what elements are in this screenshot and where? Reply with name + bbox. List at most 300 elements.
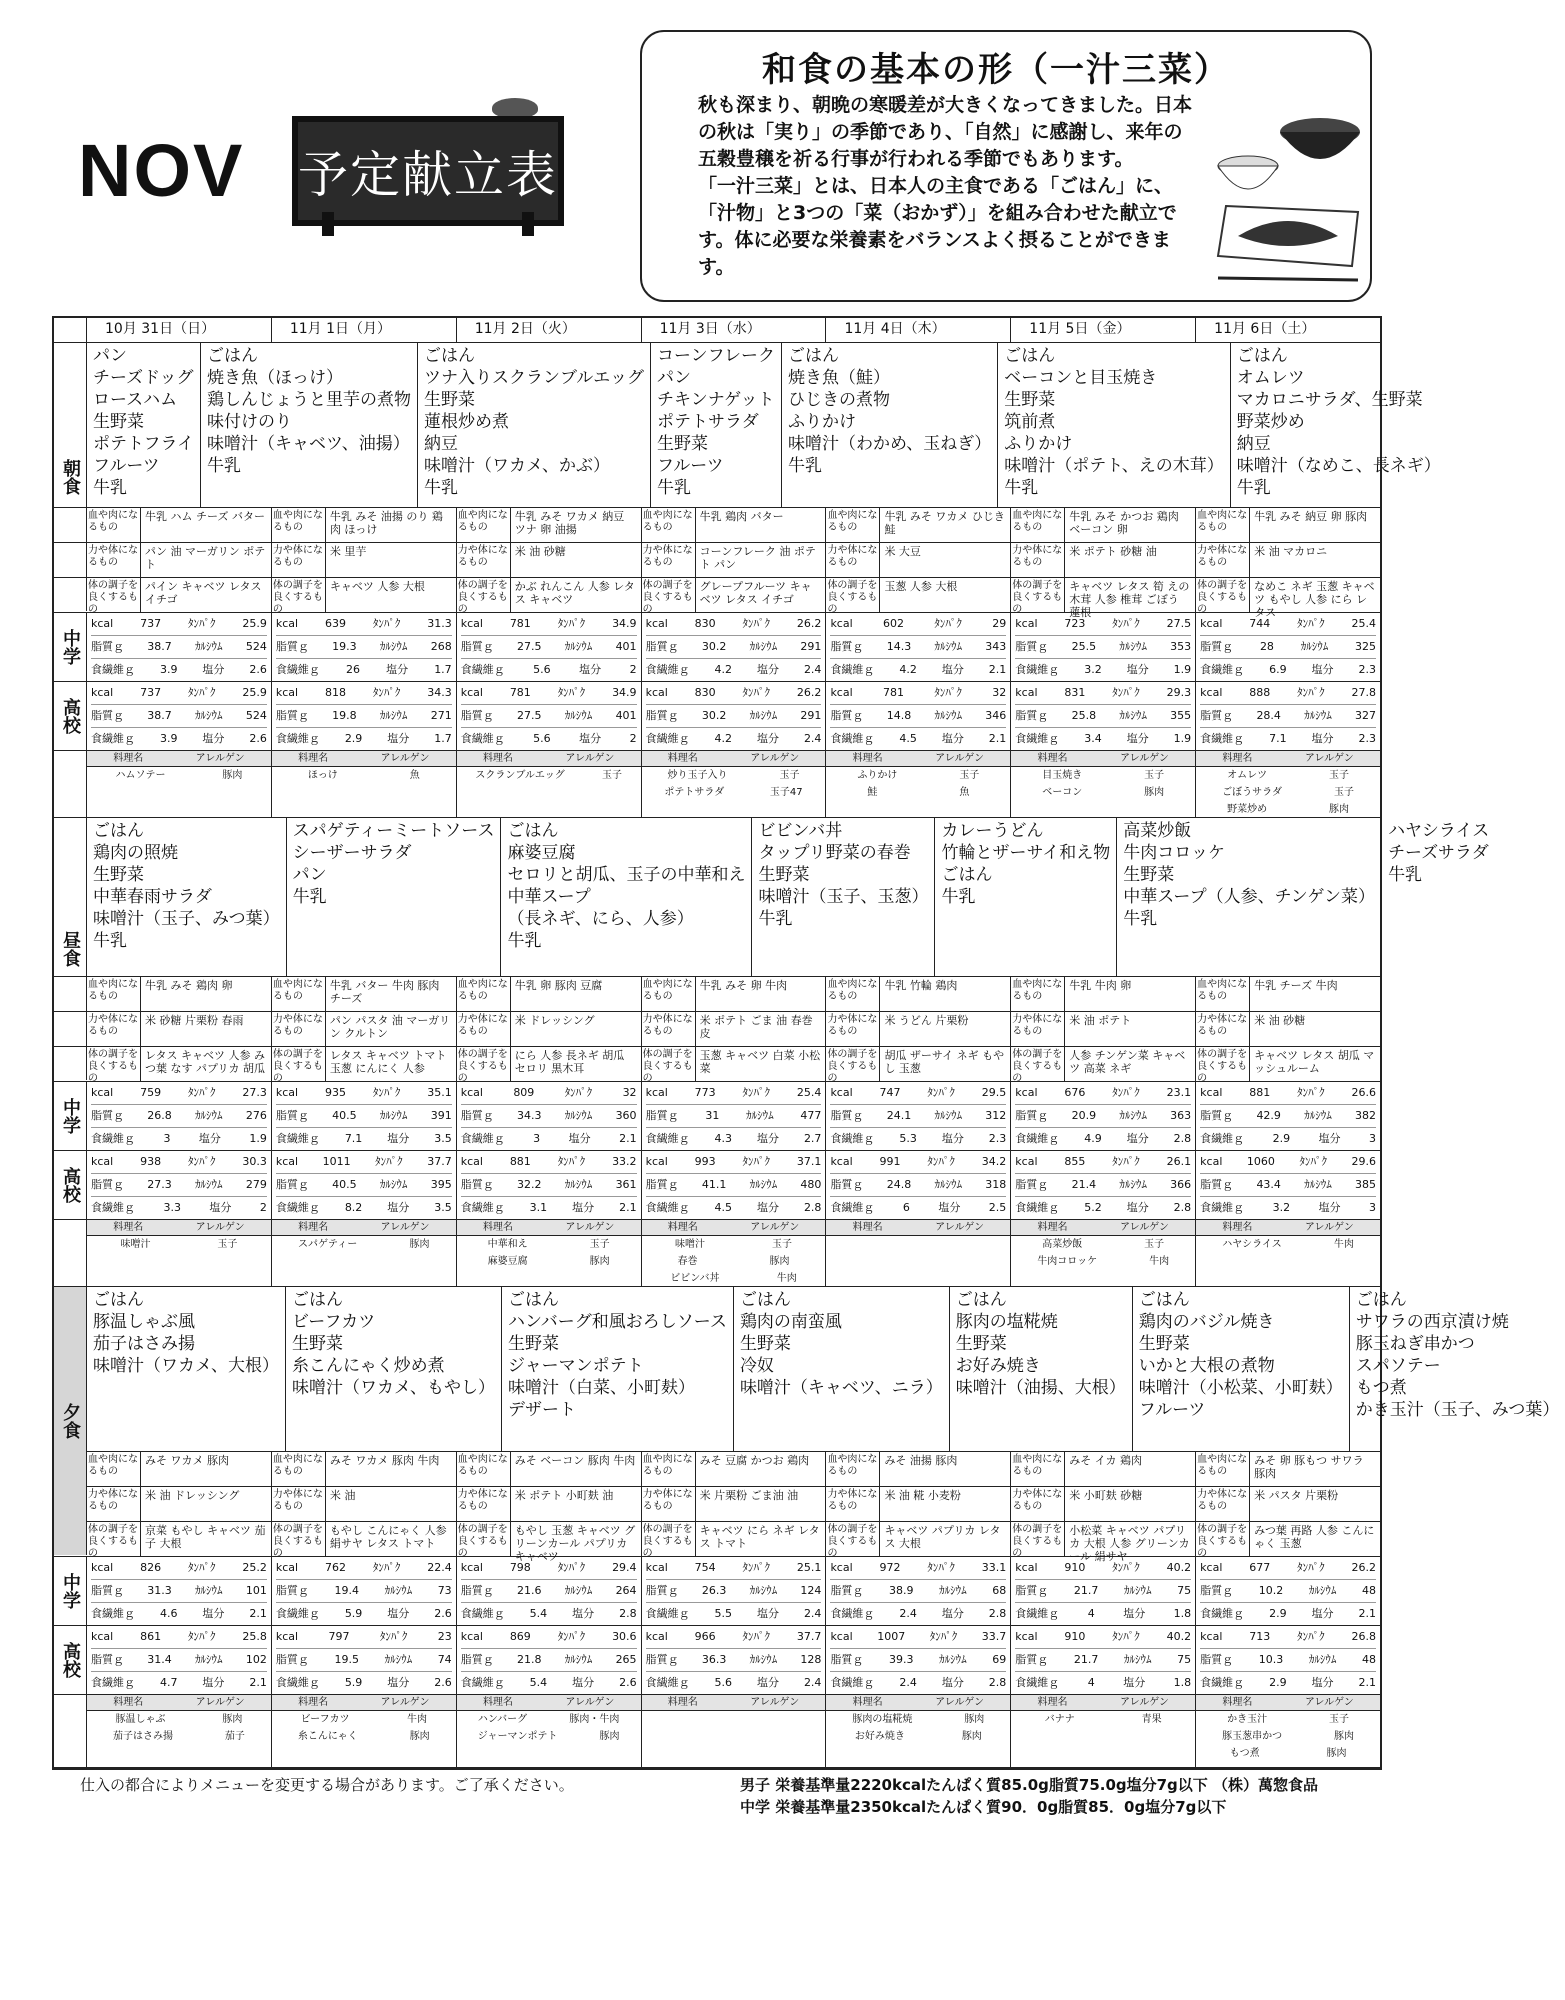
nut-value-protein: 29.3 [1166,686,1192,699]
nut-label-kcal: kcal [830,1630,853,1643]
nut-label-protein: ﾀﾝﾊﾟｸ [1112,1630,1140,1643]
ingredient-cell [826,508,1011,542]
ingredient-wrap [272,1012,456,1046]
nut-value-fiber: 5.4 [529,1676,548,1689]
ingredient-wrap [87,1522,271,1559]
nut-label-protein: ﾀﾝﾊﾟｸ [929,1630,958,1643]
nut-value-salt: 2.4 [803,1607,822,1620]
menu-item: 牛乳 [941,887,976,907]
nut-value-fat: 31 [705,1109,720,1122]
date-cell [1196,318,1380,342]
menu-item: 生野菜 [739,1334,791,1354]
ingredient-label-yellow: 力や体になるもの [272,1487,326,1521]
ingredient-wrap [87,1487,271,1521]
menu-item: 鶏肉の照焼 [93,843,178,863]
ingredient-wrap [457,1487,641,1521]
ingredient-cell [457,1522,642,1563]
nutrition-line [1200,728,1376,750]
nut-label-salt: 塩分 [387,732,410,745]
menu-cell [201,343,418,507]
menu-cell [1117,818,1382,976]
nut-value-fat: 19.4 [334,1584,359,1597]
menu-item: ひじきの煮物 [787,390,890,410]
middle-standard [740,1796,1226,1817]
allergen-header [272,1695,456,1711]
ingredient-text-green: もやし こんにゃく 人参 絹サヤ レタス トマト [329,1524,447,1550]
ingredient-wrap [272,578,456,615]
nut-label-fiber: 食繊維ｇ [91,1132,135,1145]
nut-label-calcium: ｶﾙｼｳﾑ [1119,640,1147,653]
ingredient-wrap [1011,578,1195,619]
allergen-name: 玉子 [771,1239,792,1250]
dish-header: 料理名 [113,1222,144,1233]
ingredient-wrap [642,508,826,542]
allergen-name: 豚肉 [599,1731,620,1742]
dish-header: 料理名 [852,1697,883,1708]
nut-value-calcium: 271 [430,709,452,722]
allergen-dish: かき玉汁 [1227,1714,1268,1725]
nut-value-kcal: 855 [1064,1155,1086,1168]
menu-item: 牛乳 [423,478,458,498]
allergen-dish: 高菜炒飯 [1042,1239,1083,1250]
nut-value-salt: 3 [1369,1201,1377,1214]
ingredient-text-green: キャベツ パプリカ レタス 大根 [884,1524,1001,1550]
nutrition-line [276,1626,452,1649]
nutrition-line [461,1649,637,1672]
nut-label-calcium: ｶﾙｼｳﾑ [749,1178,778,1191]
nut-label-fiber: 食繊維ｇ [91,732,135,745]
ingredient-text-green: 玉葱 キャベツ 白菜 小松菜 [699,1049,821,1075]
nut-value-protein: 23.1 [1166,1086,1192,1099]
nut-value-fiber: 5.6 [533,663,551,676]
allergen-header-label: アレルゲン [750,753,800,764]
menu-cell [502,1287,734,1451]
nut-label-kcal: kcal [830,686,853,699]
nutrition-line [646,1082,822,1105]
nutrition-line [91,613,267,636]
menu-sign [292,100,564,230]
menu-item: 牛乳 [1388,865,1423,885]
nut-label-fiber: 食繊維ｇ [830,1132,875,1145]
menu-cell [734,1287,950,1451]
ingredient-wrap [826,543,1010,577]
nut-label-kcal: kcal [1200,1155,1223,1168]
dish-header: 料理名 [298,1697,329,1708]
ingredient-cell [87,1452,272,1486]
dish-header: 料理名 [852,1222,883,1233]
nut-value-protein: 34.3 [427,686,452,699]
menu-item: ビーフカツ [291,1312,376,1332]
ingredient-text-red: みそ ワカメ 豚肉 [145,1454,229,1467]
nut-value-kcal: 723 [1064,617,1086,630]
allergen-header-label: アレルゲン [380,753,430,764]
menu-item: 味噌汁（白菜、小町麸） [507,1378,695,1398]
date-label: 11月 3日（水） [659,321,761,337]
allergen-header [826,751,1010,767]
nut-value-protein: 37.7 [427,1155,452,1168]
nut-label-salt: 塩分 [756,732,779,745]
menu-item: 牛乳 [1236,478,1271,498]
middle-label: 中学 [54,613,87,681]
allergen-cell [826,1220,1011,1286]
menu-item: ごはん [739,1290,791,1310]
nutrition-cell [272,1557,457,1625]
allergen-dish: 目玉焼き [1042,770,1083,781]
nut-value-calcium: 524 [245,640,267,653]
nut-label-salt: 塩分 [387,1676,410,1689]
nut-label-calcium: ｶﾙｼｳﾑ [749,1653,778,1666]
nut-label-calcium: ｶﾙｼｳﾑ [379,1178,408,1191]
allergen-header [642,1695,826,1711]
b-allergen-row [54,751,1380,818]
dish-header: 料理名 [1222,1697,1253,1708]
menu-cell [87,343,201,507]
nut-label-salt: 塩分 [579,732,602,745]
nut-label-fiber: 食繊維ｇ [830,1607,875,1620]
nut-label-salt: 塩分 [756,1132,779,1145]
nut-label-kcal: kcal [1015,1155,1038,1168]
nut-label-salt: 塩分 [756,1201,779,1214]
ingredient-label-yellow: 力や体になるもの [1196,543,1250,577]
menu-grid [52,316,1560,1770]
l-menu-row [54,818,1490,977]
nut-value-fat: 40.5 [332,1178,357,1191]
menu-item: 蓮根炒め煮 [423,412,509,432]
label-spacer [54,751,87,817]
ingredient-label-yellow: 力や体になるもの [457,543,511,577]
nut-value-protein: 26.8 [1351,1630,1376,1643]
dish-header: 料理名 [1037,753,1068,764]
nut-value-protein: 22.4 [427,1561,452,1574]
nutrition-cell [457,1151,642,1219]
ingredient-wrap [1196,1047,1380,1084]
nutrition-cell [826,1082,1011,1150]
nut-value-salt: 2.1 [1358,1607,1377,1620]
allergen-cell [642,1695,827,1767]
allergen-entry [1196,1711,1380,1728]
ingredient-text-yellow: 米 砂糖 片栗粉 春雨 [145,1014,244,1027]
ingredient-label-red: 血や肉になるもの [1196,977,1250,1011]
menu-item: ふりかけ [1004,434,1073,454]
menu-item: 豚肉の塩糀焼 [955,1312,1058,1332]
nut-value-salt: 1.8 [1173,1676,1192,1689]
ingredient-wrap [1011,1452,1195,1486]
ingredient-wrap [642,977,826,1011]
menu-item: オムレツ [1236,368,1305,388]
meal-illustration [1208,96,1366,288]
allergen-cell [272,751,457,817]
allergen-entry [457,1236,641,1253]
menu-item: 牛乳 [656,478,691,498]
allergen-entry [457,1711,641,1728]
nutrition-line [1015,682,1191,705]
nut-label-fat: 脂質ｇ [645,709,679,722]
nut-label-calcium: ｶﾙｼｳﾑ [939,1584,967,1597]
nut-label-protein: ﾀﾝﾊﾟｸ [1297,617,1325,630]
ingredient-text-yellow: 米 油 マカロニ [1254,545,1328,558]
ingredient-text-yellow: 米 油 砂糖 [1254,1014,1306,1027]
nutrition-line [1200,1082,1376,1105]
nutrition-line [1200,1672,1376,1694]
menu-item: ジャーマンポテト [507,1356,644,1376]
nut-value-kcal: 991 [879,1155,901,1168]
ingredient-label-red: 血や肉になるもの [826,1452,880,1486]
menu-item: ごはん [93,821,144,841]
menu-item: ポテトフライ [93,434,194,454]
ingredient-text-red: 牛乳 鶏肉 バター [699,510,784,523]
ingredient-wrap [826,1522,1010,1559]
ingredient-text-yellow: 米 うどん 片栗粉 [884,1014,969,1027]
nutrition-line [461,1105,637,1128]
nutrition-line [646,1603,822,1625]
nut-value-fiber: 4.5 [714,1201,733,1214]
ingredient-cell [826,543,1011,577]
menu-item: お好み焼き [955,1356,1041,1376]
menu-item: 牛乳 [1123,909,1158,929]
nutrition-line [646,1174,822,1197]
nut-label-fiber: 食繊維ｇ [1200,732,1245,745]
nut-value-salt: 2.1 [249,1607,267,1620]
nut-value-salt: 1.8 [1173,1607,1192,1620]
ingredient-label-green: 体の調子を良くするもの [1011,1047,1065,1081]
menu-cell [1133,1287,1350,1451]
ingredient-cell [1011,1487,1196,1521]
nut-label-calcium: ｶﾙｼｳﾑ [1304,1178,1332,1191]
nut-label-kcal: kcal [830,617,853,630]
menu-item: スパゲティーミートソース [292,821,495,841]
menu-item: ごはん [507,1290,559,1310]
nut-label-calcium: ｶﾙｼｳﾑ [564,640,593,653]
allergen-name: 豚肉 [409,1239,430,1250]
menu-item: 味噌汁（なめこ、長ネギ） [1236,456,1441,476]
ingredient-cell [87,1047,272,1084]
nut-value-fat: 28.4 [1256,709,1281,722]
nut-value-salt: 2.3 [1358,732,1377,745]
nutrition-line [1015,613,1191,636]
dish-header: 料理名 [298,1222,329,1233]
ingredient-label-green: 体の調子を良くするもの [642,1047,696,1081]
menu-item: 生野菜 [507,1334,559,1354]
nut-value-fiber: 3.2 [1084,663,1102,676]
menu-item: 納豆 [1236,434,1271,454]
ingredient-cell [1196,508,1380,542]
nut-value-salt: 1.9 [1173,663,1192,676]
allergen-name: 玉子 [1334,787,1355,798]
boys-label: 男子 [740,1776,771,1794]
nut-value-calcium: 524 [245,709,267,722]
nut-value-protein: 25.1 [796,1561,822,1574]
l-ingredient-row-green [54,1047,1380,1082]
nutrition-line [646,705,822,728]
menu-item: 生野菜 [1138,1334,1190,1354]
allergen-name: 豚肉 [769,1256,790,1267]
nut-label-calcium: ｶﾙｼｳﾑ [934,640,962,653]
menu-item: 焼き魚（ほっけ） [206,368,343,388]
nutrition-line [646,613,822,636]
ingredient-cell [642,543,827,577]
nut-label-protein: ﾀﾝﾊﾟｸ [1297,1630,1325,1643]
allergen-cell [272,1695,457,1767]
nut-value-protein: 35.1 [427,1086,452,1099]
nut-value-kcal: 966 [694,1630,716,1643]
nut-label-salt: 塩分 [1126,1201,1149,1214]
ingredient-text-yellow: 米 油 ドレッシング [145,1489,240,1502]
menu-item: 味噌汁（ワカメ、大根） [93,1356,279,1376]
nutrition-line [1015,1174,1191,1197]
nut-value-kcal: 737 [140,686,162,699]
menu-cell [501,818,752,976]
nutrition-line [830,1151,1006,1174]
allergen-entry [272,1728,456,1745]
nut-value-kcal: 910 [1064,1561,1086,1574]
l-allergen-row [54,1220,1380,1287]
nutrition-cell [87,1626,272,1694]
ingredient-cell [272,1452,457,1486]
ingredient-label-green: 体の調子を良くするもの [87,1522,141,1556]
menu-item: 味噌汁（小松菜、小町麸） [1138,1378,1343,1398]
ingredient-wrap [1196,508,1380,542]
ingredient-cell [457,1487,642,1521]
nutrition-line [1015,1082,1191,1105]
menu-item: フルーツ [93,456,160,476]
allergen-name: 魚 [409,770,420,781]
nut-value-fat: 21.6 [517,1584,542,1597]
nutrition-cell [1196,1151,1380,1219]
nutrition-line [646,1626,822,1649]
nut-label-fat: 脂質ｇ [1200,1584,1234,1597]
nut-label-fiber: 食繊維ｇ [1015,732,1060,745]
nutrition-cell [272,1151,457,1219]
dish-header: 料理名 [667,1697,698,1708]
nut-value-salt: 2.3 [1358,663,1377,676]
menu-item: 牛肉コロッケ [1123,843,1225,863]
menu-item: 鶏しんじょうと里芋の煮物 [206,390,411,410]
nut-value-fiber: 3.4 [1084,732,1102,745]
allergen-cell [87,1220,272,1286]
ingredient-cell [1011,1047,1196,1084]
nut-value-protein: 27.8 [1351,686,1376,699]
corner-cell [54,318,87,342]
nutrition-cell [1011,1626,1196,1694]
ingredient-text-green: グレープフルーツ キャベツ レタス イチゴ [699,580,812,606]
allergen-name: 豚肉 [222,770,243,781]
allergen-header-label: アレルゲン [935,1697,985,1708]
menu-item: 鶏肉のバジル焼き [1138,1312,1275,1332]
nut-label-kcal: kcal [830,1561,853,1574]
ingredient-wrap [457,1522,641,1563]
nut-value-kcal: 910 [1064,1630,1086,1643]
nut-value-kcal: 881 [509,1155,531,1168]
ingredient-cell [1011,1452,1196,1486]
nutrition-line [461,1626,637,1649]
ingredient-label-green: 体の調子を良くするもの [642,578,696,612]
menu-item: 牛乳 [758,909,793,929]
nutrition-cell [87,1557,272,1625]
menu-cell [651,343,782,507]
allergen-header-label: アレルゲン [750,1697,800,1708]
nut-value-fiber: 2.9 [1269,1607,1287,1620]
ingredient-cell [642,1012,827,1046]
date-header-row [54,318,1380,343]
nutrition-line [276,1174,452,1197]
ingredient-wrap [87,1012,271,1046]
nutrition-line [91,636,267,659]
allergen-name: 玉子 [1144,770,1165,781]
ingredient-cell [642,508,827,542]
menu-cell [287,818,502,976]
nutrition-cell [87,613,272,681]
nut-label-kcal: kcal [91,1561,114,1574]
b-menu-row [54,343,1441,508]
date-label: 11月 1日（月） [289,321,392,337]
nut-value-fiber: 8.2 [344,1201,363,1214]
ingredient-cell [457,1012,642,1046]
ingredient-label-green: 体の調子を良くするもの [457,1522,511,1556]
menu-item: いかと大根の煮物 [1138,1356,1275,1376]
allergen-name: 玉子 [1144,1239,1165,1250]
allergen-header [642,1220,826,1236]
allergen-name: 豚肉 [964,1714,985,1725]
company-name: （株）萬惣食品 [1213,1776,1319,1794]
nutrition-line [1015,1603,1191,1625]
ingredient-text-red: 牛乳 みそ 納豆 卵 豚肉 [1254,510,1368,523]
allergen-header-label: アレルゲン [750,1222,800,1233]
nut-label-calcium: ｶﾙｼｳﾑ [1300,640,1329,653]
middle-label: 中学 [54,1082,87,1150]
menu-item: 味噌汁（玉子、みつ葉） [93,909,280,929]
ingredient-text-green: 小松菜 キャベツ パプリカ 大根 人参 グリーンカール 絹サヤ [1069,1524,1190,1563]
nut-label-fiber: 食繊維ｇ [275,663,320,676]
nut-label-fat: 脂質ｇ [460,709,494,722]
nutrition-cell [87,1151,272,1219]
nut-label-salt: 塩分 [941,1132,964,1145]
ingredient-cell [87,977,272,1011]
nut-label-salt: 塩分 [1126,663,1149,676]
nut-label-fat: 脂質ｇ [1200,1109,1234,1122]
nut-label-kcal: kcal [645,1630,668,1643]
nut-value-fat: 21.7 [1073,1584,1099,1597]
nut-value-kcal: 713 [1249,1630,1271,1643]
ingredient-cell [826,1487,1011,1521]
ingredient-wrap [1011,977,1195,1011]
nut-label-kcal: kcal [830,1155,853,1168]
nut-label-fat: 脂質ｇ [645,1584,679,1597]
ingredient-cell [1196,1012,1380,1046]
allergen-entry [1196,1728,1380,1745]
nutrition-cell [642,1626,827,1694]
nut-value-protein: 30.3 [242,1155,267,1168]
allergen-header [87,751,271,767]
nutrition-line [91,705,267,728]
menu-item: ごはん [955,1290,1007,1310]
allergen-header-label: アレルゲン [1119,1222,1169,1233]
dish-header: 料理名 [1037,1222,1068,1233]
nut-label-protein: ﾀﾝﾊﾟｸ [187,1630,216,1643]
nut-label-salt: 塩分 [1126,1132,1149,1145]
nut-value-calcium: 69 [992,1653,1007,1666]
nutrition-line [646,1151,822,1174]
ingredient-text-red: みそ 油揚 豚肉 [884,1454,958,1467]
ingredient-cell [1196,543,1380,577]
menu-item: サワラの西京漬け焼 [1355,1312,1509,1332]
nut-label-calcium: ｶﾙｼｳﾑ [934,709,962,722]
nut-label-salt: 塩分 [1311,732,1334,745]
nut-value-salt: 2.6 [619,1676,637,1689]
nut-label-fat: 脂質ｇ [645,640,679,653]
high-label: 高校 [54,1626,87,1694]
nut-label-fiber: 食繊維ｇ [275,732,320,745]
nut-label-protein: ﾀﾝﾊﾟｸ [375,1155,403,1168]
